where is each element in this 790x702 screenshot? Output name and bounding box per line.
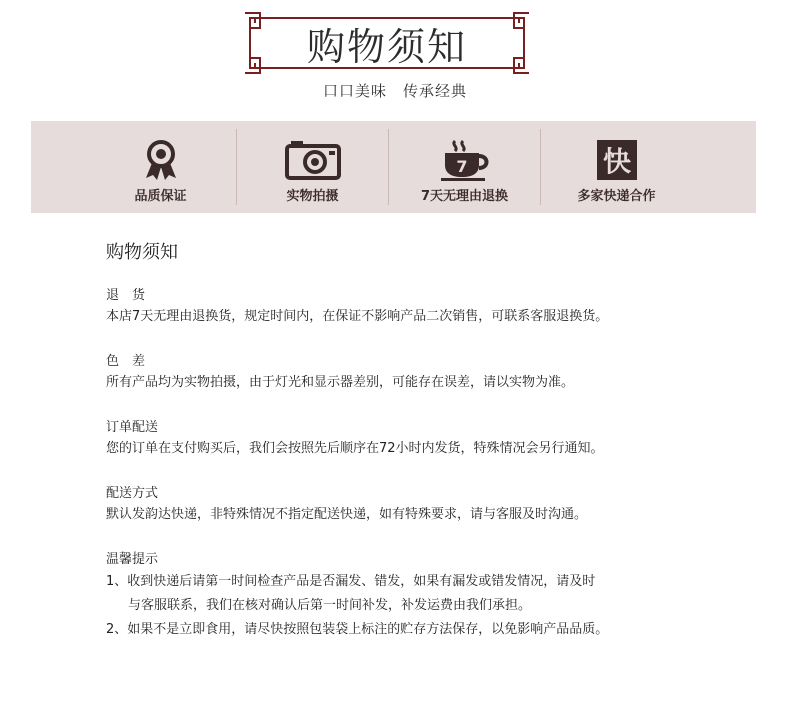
section-heading: 配送方式 [106,486,159,501]
section-heading: 色 差 [106,354,146,369]
feature-express [541,121,692,213]
feature-label: 品质保证 [134,189,187,204]
notice-content [106,238,756,666]
svg-text:快: 快 [602,145,631,178]
section-heading: 温馨提示 [106,552,159,567]
notice-section-return [106,286,756,328]
coffee-cup-icon [439,139,491,181]
notice-section-delivery [106,418,756,460]
notice-title: 购物须知 [106,242,178,263]
feature-quality [85,121,236,213]
tip-item-continued: 与客服联系，我们在核对确认后第一时间补发，补发运费由我们承担。 [128,598,532,613]
title-frame [244,12,530,74]
page-title: 购物须知 [306,24,467,69]
section-body: 本店7天无理由退换货，规定时间内，在保证不影响产品二次销售，可联系客服退换货。 [106,309,609,324]
feature-label: 多家快递合作 [577,189,656,204]
award-ribbon-icon [141,139,181,181]
feature-label: 7天无理由退换 [420,189,509,204]
notice-section-color [106,352,756,394]
feature-label: 实物拍摄 [286,189,339,204]
feature-photo [237,121,388,213]
feature-band [31,121,756,213]
section-body: 所有产品均为实物拍摄，由于灯光和显示器差别，可能存在误差，请以实物为准。 [106,375,575,390]
section-body: 您的订单在支付购买后，我们会按照先后顺序在72小时内发货，特殊情况会另行通知。 [106,441,604,456]
tip-item: 2、如果不是立即食用，请尽快按照包装袋上标注的贮存方法保存，以免影响产品品质。 [106,622,609,637]
section-heading: 订单配送 [106,420,159,435]
feature-return [389,121,540,213]
kuai-character-icon [596,139,638,181]
section-heading: 退 货 [106,288,146,303]
camera-icon [285,139,341,181]
svg-text:7: 7 [455,157,468,176]
notice-section-shipping [106,484,756,526]
slogan: 口口美味 传承经典 [322,82,467,100]
tip-item: 1、收到快递后请第一时间检查产品是否漏发、错发，如果有漏发或错发情况，请及时 [106,574,596,589]
section-body: 默认发韵达快递，非特殊情况不指定配送快递，如有特殊要求，请与客服及时沟通。 [106,507,588,522]
notice-section-tips [106,550,756,642]
